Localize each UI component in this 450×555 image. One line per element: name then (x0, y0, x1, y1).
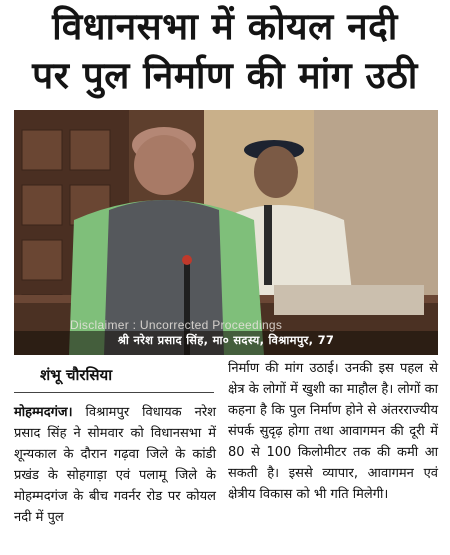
headline-line-2: पर पुल निर्माण की मांग उठी (32, 54, 418, 97)
headline (0, 2, 450, 100)
byline: शंभू चौरसिया (40, 366, 113, 384)
article-column-2: निर्माण की मांग उठाई। उनकी इस पहल से क्षेत्र के लोगों में खुशी का माहौल है। लोगों का कहना है कि पुल निर्माण होने से अंतरराज्यीय संपर्क सुदृढ़ होगा तथा आवागमन की दूरी में 80 से 100 किलोमीटर तक की कमी आ सकती है। इससे व्यापार, आवागमन एवं क्षेत्रीय विकास को भी गति मिलेगी। (228, 361, 438, 502)
photo-caption: श्री नरेश प्रसाद सिंह, मा० सदस्य, विश्रामपुर, 77 (117, 333, 335, 347)
headline-line-1: विधानसभा में कोयल नदी (52, 5, 398, 48)
dateline: मोहम्मदगंज। (14, 405, 73, 420)
photo-overlay-text: Disclaimer : Uncorrected Proceedings (70, 318, 283, 332)
article-column-1 (14, 402, 216, 528)
byline-divider (14, 392, 214, 393)
column-1-text: विश्रामपुर विधायक नरेश प्रसाद सिंह ने सोमवार को विधानसभा में शून्यकाल के दौरान गढ़वा जिले के कांडी प्रखंड के सोहगाड़ा एवं पलामू जिले के मोहम्मदगंज के बीच गवर्नर रोड पर कोयल नदी में पुल (14, 405, 216, 525)
